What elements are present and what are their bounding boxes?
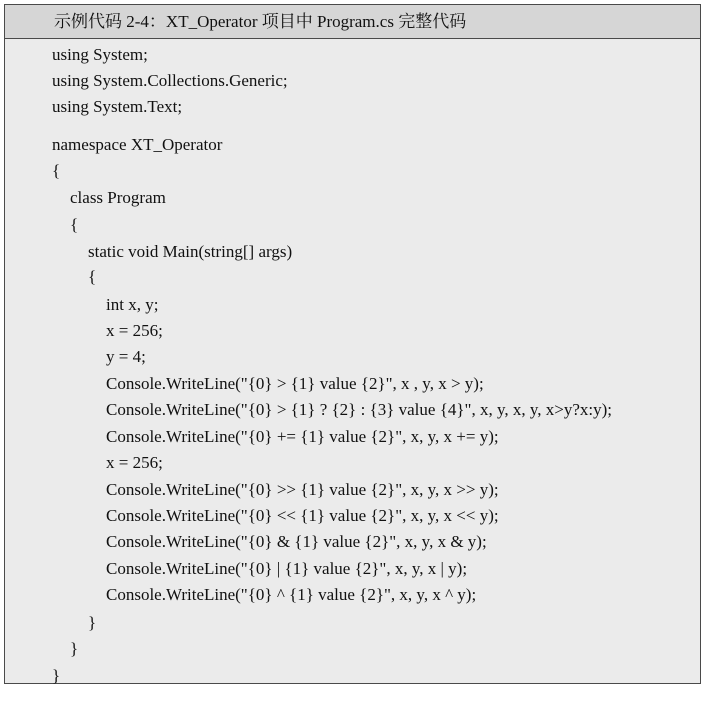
code-line: Console.WriteLine("{0} & {1} value {2}", x, y, x & y); [106,532,487,551]
code-listing-title: 示例代码 2-4：XT_Operator 项目中 Program.cs 完整代码 [54,12,467,31]
code-line: using System.Text; [52,97,183,116]
code-line: class Program [70,188,166,207]
code-line: x = 256; [106,453,163,472]
code-line: Console.WriteLine("{0} > {1} ? {2} : {3} value {4}", x, y, x, y, x>y?x:y); [106,400,612,419]
code-line: Console.WriteLine("{0} += {1} value {2}", x, y, x += y); [106,427,499,446]
code-line: x = 256; [106,321,163,340]
code-line: using System.Collections.Generic; [52,71,288,90]
code-line: using System; [52,45,148,64]
code-line: { [88,267,97,286]
code-line: Console.WriteLine("{0} | {1} value {2}", x, y, x | y); [106,559,468,578]
code-line: Console.WriteLine("{0} ^ {1} value {2}", x, y, x ^ y); [106,585,477,604]
code-line: int x, y; [106,295,159,314]
code-listing-header [5,5,700,39]
code-line: namespace XT_Operator [52,135,223,154]
code-line: { [52,161,61,180]
code-line: Console.WriteLine("{0} >> {1} value {2}", x, y, x >> y); [106,480,499,499]
code-line: } [52,666,61,685]
code-listing [4,4,701,684]
code-line: static void Main(string[] args) [88,242,293,261]
code-line: Console.WriteLine("{0} << {1} value {2}", x, y, x << y); [106,506,499,525]
code-line: } [88,613,97,632]
code-line: { [70,215,79,234]
code-line: Console.WriteLine("{0} > {1} value {2}", x , y, x > y); [106,374,484,393]
code-line: y = 4; [106,347,146,366]
code-line: } [70,639,79,658]
